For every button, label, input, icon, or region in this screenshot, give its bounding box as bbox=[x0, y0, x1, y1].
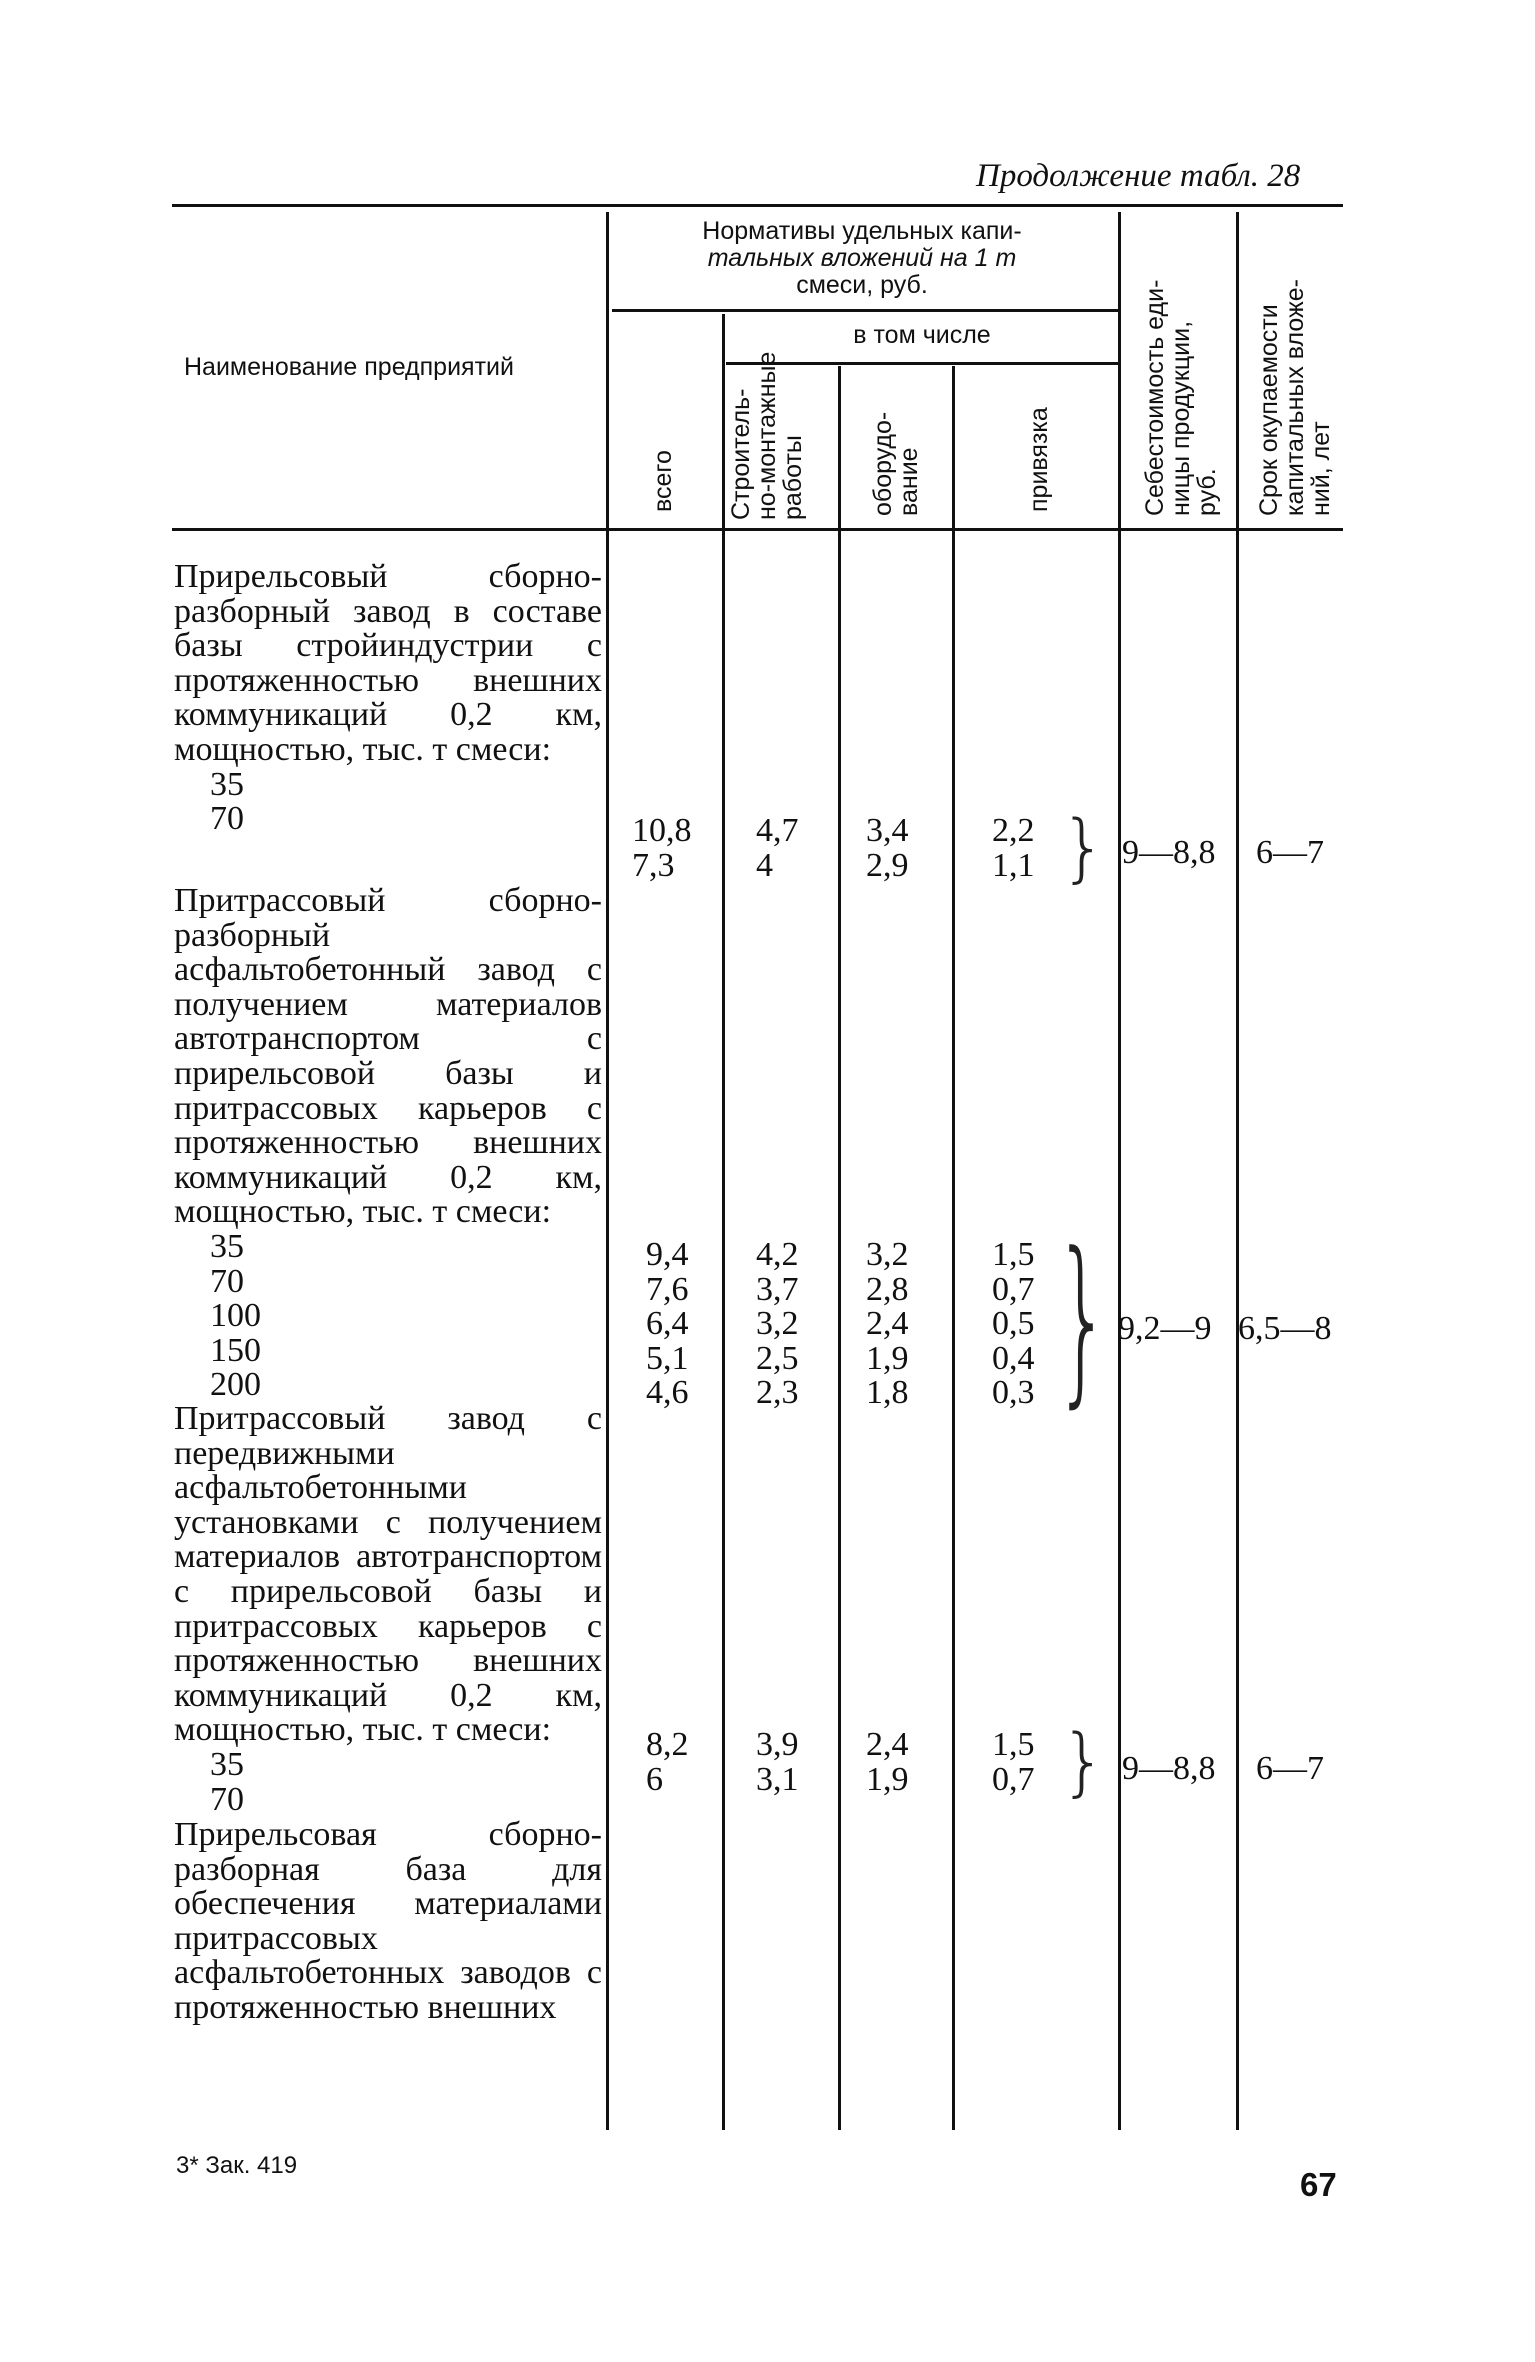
continuation-caption: Продолжение табл. 28 bbox=[976, 158, 1301, 194]
header-name: Наименование предприятий bbox=[184, 353, 514, 381]
header-norms-line2: тальных вложений на 1 т bbox=[707, 244, 1017, 272]
row-2-binding: 1,5 0,7 0,5 0,4 0,3 bbox=[992, 1236, 1035, 1412]
header-cost-line1: Себестоимость еди- bbox=[1141, 279, 1169, 516]
row-1-total: 10,8 7,3 bbox=[632, 812, 692, 884]
header-equipment-line2: вание bbox=[895, 447, 923, 516]
row-3-construction: 3,9 3,1 bbox=[756, 1726, 799, 1798]
col-divider-name bbox=[606, 212, 609, 2130]
col-divider-total bbox=[722, 314, 725, 2130]
row-3-name bbox=[174, 1402, 602, 1817]
table-top-rule bbox=[172, 204, 1343, 207]
row-1-name-text: Прирельсовый сборно-разборный завод в составе базы стройиндустрии с протяженностью внешних коммуникаций 0,2 км, мощностью, тыс. т смеси: bbox=[174, 558, 602, 768]
header-construction-line1: Строитель- bbox=[727, 388, 755, 520]
page-number: 67 bbox=[1300, 2166, 1337, 2203]
row-2-equipment: 3,2 2,8 2,4 1,9 1,8 bbox=[866, 1236, 909, 1412]
row-2-capacities: 35 70 100 150 200 bbox=[210, 1227, 261, 1404]
header-equipment bbox=[870, 412, 922, 516]
header-norms-line3: смеси, руб. bbox=[796, 271, 928, 299]
header-norms-line1: Нормативы удельных капи- bbox=[702, 217, 1022, 245]
row-4-name bbox=[174, 1818, 602, 2026]
header-payback-line2: капитальных вложе- bbox=[1281, 279, 1309, 516]
header-equipment-line1: оборудо- bbox=[869, 411, 897, 516]
header-cost-line2: ницы продукции, bbox=[1167, 320, 1195, 516]
row-2-cost: 9,2—9 bbox=[1118, 1310, 1212, 1347]
header-construction-line2: но-монтажные bbox=[753, 351, 781, 520]
row-1-binding: 2,2 1,1 bbox=[992, 812, 1035, 884]
col-divider-cost bbox=[1236, 212, 1239, 2130]
header-cost bbox=[1142, 280, 1220, 516]
header-norms bbox=[612, 218, 1112, 299]
header-total: всего bbox=[649, 450, 677, 512]
row-3-cost: 9—8,8 bbox=[1122, 1750, 1216, 1787]
row-4-name-text: Прирельсовая сборно-разборная база для обеспечения материалами притрассовых асфальтобетонных заводов с протяженностью внешних bbox=[174, 1816, 602, 2026]
row-1-name bbox=[174, 560, 602, 837]
col-divider-equipment bbox=[952, 366, 955, 2130]
row-3-capacities: 35 70 bbox=[210, 1745, 244, 1818]
row-3-binding: 1,5 0,7 bbox=[992, 1726, 1035, 1798]
row-3-name-text: Притрассовый завод с передвижными асфальтобетонными установками с получением материалов автотранспортом с прирельсовой базы и притрассовых карьеров с протяженностью внешних коммуникаций 0,2 км, мощностью, тыс. т смеси: bbox=[174, 1400, 602, 1749]
row-3-brace: } bbox=[1060, 1719, 1108, 1805]
row-1-capacities: 35 70 bbox=[210, 765, 244, 838]
row-1-construction: 4,7 4 bbox=[756, 812, 799, 884]
row-1-payback: 6—7 bbox=[1256, 834, 1324, 871]
row-1-cost: 9—8,8 bbox=[1122, 834, 1216, 871]
header-payback-line1: Срок окупаемости bbox=[1255, 304, 1283, 516]
row-1-equipment: 3,4 2,9 bbox=[866, 812, 909, 884]
col-divider-construction bbox=[838, 366, 841, 2130]
row-2-name bbox=[174, 884, 602, 1403]
header-construction-line3: работы bbox=[779, 435, 807, 520]
header-including: в том числе bbox=[853, 321, 991, 349]
row-3-payback: 6—7 bbox=[1256, 1750, 1324, 1787]
header-cost-line3: руб. bbox=[1193, 468, 1221, 516]
header-bottom-rule bbox=[172, 528, 1343, 531]
row-3-equipment: 2,4 1,9 bbox=[866, 1726, 909, 1798]
row-2-brace: } bbox=[1054, 1215, 1112, 1424]
header-construction bbox=[728, 352, 806, 520]
col-divider-binding bbox=[1118, 212, 1121, 2130]
header-binding: привязка bbox=[1025, 407, 1053, 512]
row-2-payback: 6,5—8 bbox=[1238, 1310, 1332, 1347]
footer-order: 3* Зак. 419 bbox=[176, 2152, 298, 2179]
norms-sub-rule bbox=[612, 309, 1118, 312]
row-2-construction: 4,2 3,7 3,2 2,5 2,3 bbox=[756, 1236, 799, 1412]
row-3-total: 8,2 6 bbox=[646, 1726, 689, 1798]
header-payback-line3: ний, лет bbox=[1307, 421, 1335, 516]
row-2-total: 9,4 7,6 6,4 5,1 4,6 bbox=[646, 1236, 689, 1412]
header-payback bbox=[1256, 279, 1334, 516]
row-1-brace: } bbox=[1060, 805, 1108, 891]
row-2-name-text: Притрассовый сборно-разборный асфальтобетонный завод с получением материалов автотранспортом с прирельсовой базы и притрассовых карьеров с протяженностью внешних коммуникаций 0,2 км, мощностью, тыс. т смеси: bbox=[174, 882, 602, 1231]
